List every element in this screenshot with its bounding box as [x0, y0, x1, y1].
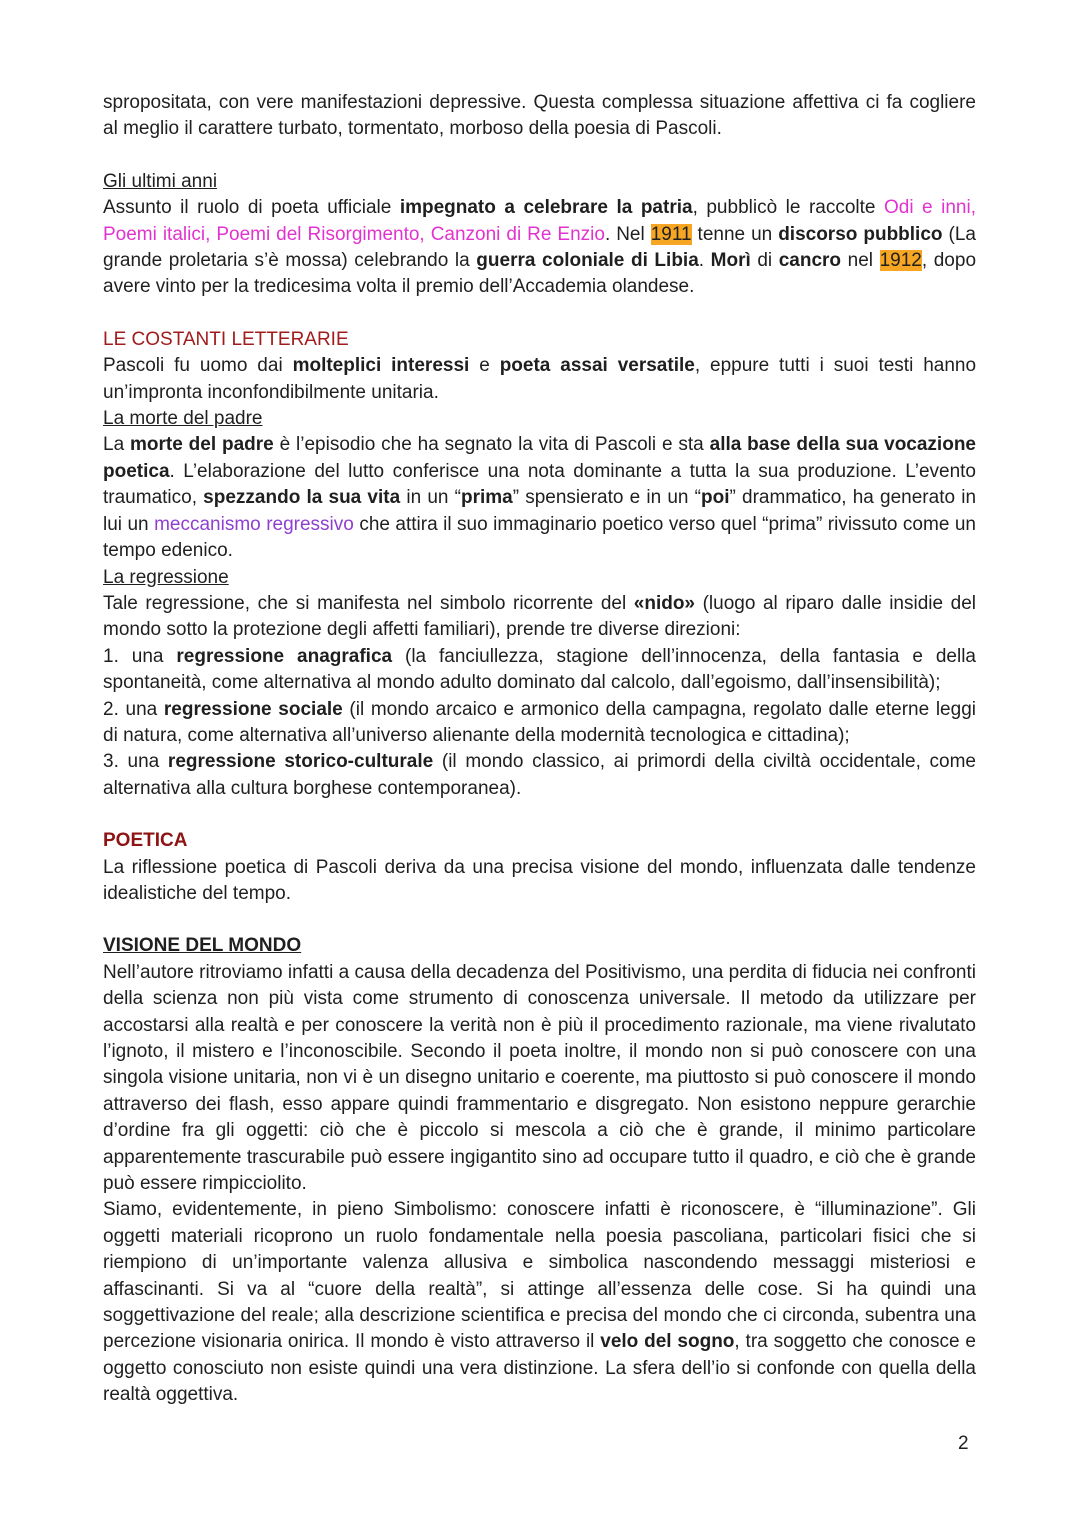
- text-run: (la fanciullezza, stagione dell’innocenza, della fantasia e della spontaneità, come alternativa al mondo adulto dominato dal calcolo, dall’egoismo, dall’insensibilità);: [103, 645, 977, 694]
- text-run: che attira il suo immaginario poetico verso quel “prima” rivissuto come un tempo edenico.: [103, 513, 977, 562]
- list-item: [103, 644, 976, 697]
- text-run: Assunto il ruolo di poeta ufficiale: [103, 197, 400, 219]
- text-run: , dopo avere vinto per la tredicesima volta il premio dell’Accademia olandese.: [103, 250, 977, 298]
- text-run: . L’elaborazione del lutto conferisce una nota dominante a tutta la sua produzione. L’evento traumatico,: [103, 460, 976, 509]
- costanti-paragraph: [103, 353, 976, 406]
- bold-run: regressione sociale: [163, 698, 343, 720]
- list-number: 3. una: [103, 751, 168, 773]
- list-item: [103, 697, 976, 750]
- text-run: e: [469, 355, 500, 377]
- list-number: 1. una: [103, 645, 177, 667]
- bold-run: morte del padre: [130, 434, 274, 456]
- section-heading-costanti: LE COSTANTI LETTERARIE: [103, 328, 349, 350]
- text-run: Tale regressione, che si manifesta nel simbolo ricorrente del: [103, 592, 634, 614]
- bold-run: velo del sogno: [600, 1331, 735, 1353]
- bold-run: cancro: [778, 250, 842, 272]
- section-heading-ultimi-anni: Gli ultimi anni: [103, 170, 218, 192]
- text-run: Pascoli fu uomo dai: [103, 355, 293, 377]
- bold-run: guerra coloniale di Libia: [476, 250, 699, 272]
- bold-run: poi: [701, 487, 730, 509]
- bold-run: «nido»: [633, 592, 695, 614]
- text-run: , tra soggetto che conosce e oggetto conosciuto non esiste quindi una vera distinzione. La sfera dell’io si confonde con quella della realtà oggettiva.: [103, 1331, 976, 1406]
- bold-run: regressione anagrafica: [176, 645, 393, 667]
- text-run: (il mondo classico, ai primordi della civiltà occidentale, come alternativa alla cultura borghese contemporanea).: [103, 751, 977, 799]
- text-run: in un “: [400, 487, 461, 509]
- bold-run: Morì: [710, 250, 751, 272]
- section-heading-morte-padre: La morte del padre: [103, 408, 263, 430]
- intro-paragraph: [103, 90, 976, 143]
- document-page: [103, 90, 976, 1409]
- section-heading-visione: VISIONE DEL MONDO: [103, 935, 302, 957]
- text-run: (luogo al riparo dalle insidie del mondo sotto la protezione degli affetti familiari), prende tre diverse direzioni:: [103, 592, 977, 641]
- list-number: 2. una: [103, 698, 164, 720]
- ultimi-anni-paragraph: [103, 195, 976, 301]
- text-run: , eppure tutti i suoi testi hanno un’impronta inconfondibilmente unitaria.: [103, 355, 977, 403]
- bold-run: molteplici interessi: [292, 355, 470, 377]
- poetica-paragraph: La riflessione poetica di Pascoli deriva da una precisa visione del mondo, influenzata dalle tendenze idealistiche del tempo.: [103, 856, 976, 904]
- bold-run: poeta assai versatile: [499, 355, 695, 377]
- visione-paragraph-2: [103, 1197, 976, 1408]
- bold-run: impegnato a celebrare la patria: [399, 197, 693, 219]
- intro-text: spropositata, con vere manifestazioni depressive. Questa complessa situazione affettiva ci fa cogliere al meglio il carattere turbato, tormentato, morboso della poesia di Pascoli.: [103, 92, 976, 140]
- morte-padre-paragraph: [103, 432, 976, 564]
- text-run: nel: [841, 250, 880, 272]
- text-run: , pubblicò le raccolte: [692, 197, 884, 219]
- bold-run: prima: [460, 487, 513, 509]
- highlighted-year: 1912: [879, 250, 922, 272]
- collections-list: Odi e inni, Poemi italici, Poemi del Risorgimento, Canzoni di Re Enzio: [103, 197, 976, 245]
- text-run: di: [750, 250, 779, 272]
- section-heading-regressione: La regressione: [103, 566, 229, 588]
- text-run: è l’episodio che ha segnato la vita di Pascoli e sta: [273, 434, 710, 456]
- text-run: ” drammatico, ha generato in lui un: [103, 487, 977, 535]
- text-run: . Nel: [604, 223, 651, 245]
- text-run: ” spensierato e in un “: [512, 487, 701, 509]
- text-run: tenne un: [691, 223, 779, 245]
- text-run: La: [103, 434, 131, 456]
- section-heading-poetica: POETICA: [103, 830, 188, 852]
- colored-term: meccanismo regressivo: [154, 513, 354, 535]
- bold-run: discorso pubblico: [778, 223, 943, 245]
- text-run: (il mondo arcaico e armonico della campagna, regolato dalle eterne leggi di natura, come alternativa all’universo alienante della modernità tecnologica e cittadina);: [103, 698, 976, 746]
- regressione-paragraph: [103, 591, 976, 644]
- text-run: (La grande proletaria s’è mossa) celebrando la: [103, 223, 976, 272]
- bold-run: regressione storico-culturale: [167, 751, 434, 773]
- text-run: Siamo, evidentemente, in pieno Simbolismo: conoscere infatti è riconoscere, è “illuminazione”. Gli oggetti materiali ricoprono un ruolo fondamentale nella poesia pascoliana, particolari fisici che si riempiono di un’importante valenza allusiva e simbolica nascondendo messaggi misteriosi e affascinanti. Si va al “cuore della realtà”, si attinge all’essenza delle cose. Si ha quindi una soggettivazione del reale; alla descrizione scientifica e precisa del mondo che ci circonda, subentra una percezione visionaria onirica. Il mondo è visto attraverso il: [103, 1199, 976, 1353]
- text-run: .: [698, 250, 711, 272]
- visione-paragraph-1: Nell’autore ritroviamo infatti a causa della decadenza del Positivismo, una perdita di fiducia nei confronti della scienza non più vista come strumento di conoscenza universale. Il metodo da utilizzare per accostarsi alla realtà e per conoscere la verità non è più il procedimento razionale, ma viene rivalutato l’ignoto, il mistero e l’inconoscibile. Secondo il poeta inoltre, il mondo non si può conoscere con una singola visione unitaria, non vi è un disegno unitario e coerente, ma piuttosto si può conoscere il mondo attraverso dei flash, esso appare quindi frammentario e disgregato. Non esistono neppure gerarchie d’ordine fra gli oggetti: ciò che è piccolo si mescola a ciò che è grande, il minimo particolare apparentemente trascurabile può essere ingigantito sino ad occupare tutto il quadro, e ciò che è grande può essere rimpicciolito.: [103, 961, 976, 1195]
- page-number: 2: [958, 1433, 969, 1454]
- bold-run: alla base della sua vocazione poetica: [103, 434, 976, 482]
- list-item: [103, 749, 976, 802]
- highlighted-year: 1911: [650, 223, 692, 245]
- bold-run: spezzando la sua vita: [203, 487, 401, 509]
